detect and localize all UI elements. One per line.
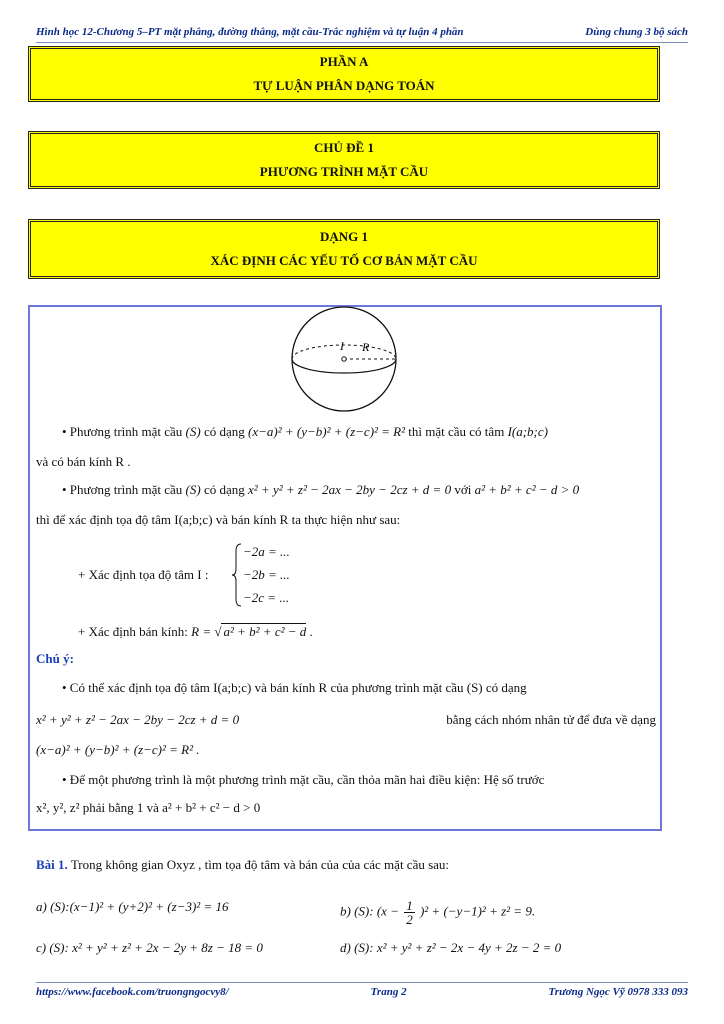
radius-label: R xyxy=(362,340,370,354)
section-band-part-a xyxy=(28,46,660,102)
math-s: (S) xyxy=(185,482,201,497)
note-2-line-1: • Để một phương trình là một phương trình mặt cầu, cần thỏa mãn hai điều kiện: Hệ số trước xyxy=(62,772,545,787)
text: có dạng xyxy=(203,424,245,439)
note-2-line-2: x², y², z² phải bằng 1 và a² + b² + c² − d > 0 xyxy=(36,800,261,815)
bullet-2-line xyxy=(62,482,579,498)
exercise-a: a) (S):(x−1)² + (y+2)² + (z−3)² = 16 xyxy=(36,899,229,914)
general-equation: x² + y² + z² − 2ax − 2by − 2cz + d = 0 xyxy=(36,712,240,727)
section-band-topic xyxy=(28,131,660,189)
math-s: (S) xyxy=(185,424,201,439)
exercise-text: Trong không gian Oxyz , tìm tọa độ tâm và bán của của các mặt cầu sau: xyxy=(70,857,450,872)
exercise-c: c) (S): x² + y² + z² + 2x − 2y + 8z − 18 = 0 xyxy=(36,940,263,955)
bullet-2-continuation: thì để xác định tọa độ tâm I(a;b;c) và bán kính R ta thực hiện như sau: xyxy=(36,512,401,527)
text: • Phương trình mặt cầu xyxy=(62,424,183,439)
sphere-equation: (x−a)² + (y−b)² + (z−c)² = R² xyxy=(248,424,406,439)
radicand: a² + b² + c² − d xyxy=(223,624,307,639)
page-footer xyxy=(36,986,688,998)
fraction xyxy=(404,899,415,926)
math-r: R = xyxy=(191,624,212,639)
text: bằng cách nhóm nhân tử để đưa về dạng xyxy=(446,712,656,727)
system-brace xyxy=(232,543,242,607)
text: b) (S): (x − xyxy=(340,903,399,919)
section-band-type xyxy=(28,219,660,279)
note-1-line-1: • Có thể xác định tọa độ tâm I(a;b;c) và bán kính R của phương trình mặt cầu (S) có dạng xyxy=(62,680,527,695)
band-title: CHỦ ĐỀ 1 xyxy=(314,140,374,155)
band-subtitle: PHƯƠNG TRÌNH MẶT CẦU xyxy=(259,164,429,179)
page-number: Trang 2 xyxy=(370,986,407,998)
text: với xyxy=(454,482,472,497)
exercise-b xyxy=(340,899,535,926)
band-title: DẠNG 1 xyxy=(319,229,369,244)
note-title: Chú ý: xyxy=(36,651,74,666)
band-subtitle: TỰ LUẬN PHÂN DẠNG TOÁN xyxy=(253,78,435,93)
step-1-label: + Xác định tọa độ tâm I : xyxy=(78,567,209,582)
text: + Xác định bán kính: xyxy=(78,624,188,639)
math-center: I(a;b;c) xyxy=(507,424,548,439)
header-right: Dùng chung 3 bộ sách xyxy=(585,26,688,38)
header-title: Hình học 12-Chương 5–PT mặt phẳng, đường thẳng, mặt cầu-Trắc nghiệm và tự luận 4 phần xyxy=(36,26,464,38)
center-point xyxy=(342,357,346,361)
header-divider xyxy=(36,42,688,43)
denominator: 2 xyxy=(406,912,413,927)
exercise-heading xyxy=(36,857,449,873)
system-row-1: −2a = ... xyxy=(243,544,290,559)
exercise-d: d) (S): x² + y² + z² − 2x − 4y + 2z − 2 = 0 xyxy=(340,940,562,955)
footer-link[interactable]: https://www.facebook.com/truongngocvy8/ xyxy=(36,986,229,998)
condition: a² + b² + c² − d > 0 xyxy=(474,482,580,497)
bullet-1-continuation: và có bán kính R . xyxy=(36,454,131,469)
note-1-line-3: (x−a)² + (y−b)² + (z−c)² = R² . xyxy=(36,742,200,757)
footer-author: Trương Ngọc Vỹ 0978 333 093 xyxy=(548,986,688,998)
bullet-1-line xyxy=(62,424,548,440)
exercise-title: Bài 1. xyxy=(36,857,68,872)
text: )² + (−y−1)² + z² = 9. xyxy=(419,903,536,919)
step-2-line: + Xác định bán kính: R = √ a² + b² + c² − d . xyxy=(78,624,313,639)
band-subtitle: XÁC ĐỊNH CÁC YẾU TỐ CƠ BẢN MẶT CẦU xyxy=(210,253,478,268)
text: • Phương trình mặt cầu xyxy=(62,482,183,497)
band-title: PHẦN A xyxy=(319,54,369,69)
text: thì mặt cầu có tâm xyxy=(408,424,505,439)
sphere-figure xyxy=(284,306,404,412)
note-1-line-2 xyxy=(36,712,656,728)
system-row-3: −2c = ... xyxy=(243,590,290,605)
numerator: 1 xyxy=(406,898,413,913)
sqrt-sign: √ xyxy=(214,624,222,639)
page-header xyxy=(36,26,688,38)
system-row-2: −2b = ... xyxy=(243,567,290,582)
text: có dạng xyxy=(203,482,245,497)
footer-divider xyxy=(36,982,688,983)
center-label: I xyxy=(340,339,344,353)
general-equation: x² + y² + z² − 2ax − 2by − 2cz + d = 0 xyxy=(248,482,452,497)
